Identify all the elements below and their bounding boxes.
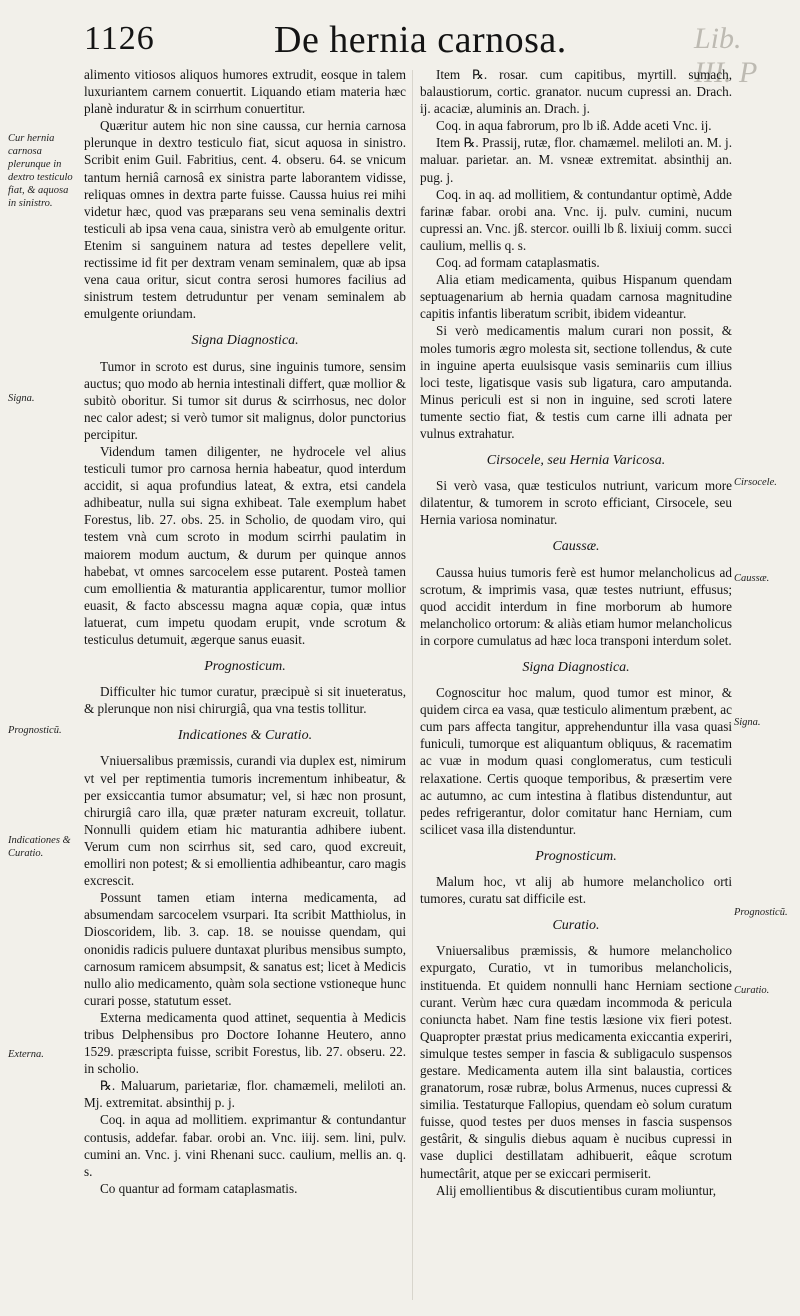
- margin-note-cirsocele: Cirsocele.: [734, 477, 777, 488]
- paragraph: Malum hoc, vt alij ab humore melancholico orti tumores, curatu sat difficile est.: [420, 874, 732, 907]
- section-heading-indicationes: Indicationes & Curatio.: [177, 728, 313, 744]
- recipe-paragraph: Item ℞. rosar. cum capitibus, myrtill. sumach, balaustiorum, cortic. granator. nucum cupressi an. Drach. ij. acaciæ, aluminis an. Drach. j.: [420, 67, 732, 117]
- paragraph: Coq. ad formam cataplasmatis.: [436, 255, 600, 271]
- margin-note-indicationes: Indicationes & Curatio.: [8, 835, 71, 859]
- margin-note-externa: Externa.: [8, 1049, 44, 1060]
- margin-note-signa: Signa.: [8, 393, 35, 404]
- bleed-through-text: Lib. III. P: [694, 22, 758, 89]
- paragraph: Externa medicamenta quod attinet, sequentia à Medicis tribus Delphensibus pro Doctore Iohanne Heutero, anno 1529. præscripta fuisse, scribit Forestus, lib. 27. obseru. 22. in scholio.: [84, 1009, 406, 1077]
- paragraph: Difficulter hic tumor curatur, præcipuè si sit inueteratus, & plerunque non nisi chirurgiâ, qua vna testis tollitur.: [84, 684, 406, 717]
- paragraph: Vniuersalibus præmissis, curandi via duplex est, nimirum vt vel per reptimentia tumoris incrementum inhibeatur, & per exsiccantia tumor absumatur; vel, si hæc non prosunt, chirurgiâ caro illa, quæ præter naturam excreuit, tollatur. Nonnulli quidem etiam hic maturantia adhibere iubent. Verum cum non scirrhus sit, sed caro, quod excreuit, emolliri non potest; & si emollientia adhibeantur, caro magis excrescit.: [84, 753, 406, 889]
- paragraph: Cognoscitur hoc malum, quod tumor est minor, & quidem circa ea vasa, quæ testiculo alimentum præbent, ac cum pars affecta tangitur, apprehenduntur illa vasa quasi funiculi, tumorque est aliquantum obliquus, & racematim ac vuæ in modum quasi conglomeratus, cum testiculi relaxatione. Certis quoque temporibus, & præsertim vere ac autumno, ac cum intestina à flatibus distenduntur, aut pedes refrigerantur, dolor comitatur hanc Herniam, cum scilicet vasa illa distenduntur.: [420, 685, 732, 837]
- margin-note-curatio: Curatio.: [734, 985, 770, 996]
- paragraph: Coq. in aqua fabrorum, pro lb iß. Adde aceti Vnc. ij.: [436, 118, 712, 134]
- page-header: [84, 18, 784, 89]
- margin-note-prognosticum-right: Prognosticũ.: [734, 907, 788, 918]
- running-title: De hernia carnosa.: [274, 19, 567, 61]
- paragraph: Caussa huius tumoris ferè est humor melancholicus ad scrotum, & imprimis vasa, quæ testes nutriunt, effusus; quod accidit interdum in fine morborum ab humore melancholico ortorum: & aliàs etiam humor melancholicus in corpore cumulatus ad hæc loca transponi interdum solet.: [420, 564, 732, 648]
- recipe-paragraph: ℞. Maluarum, parietariæ, flor. chamæmeli, meliloti an. Mj. extremitat. absinthij p. j.: [84, 1078, 406, 1111]
- recipe-paragraph: Item ℞. Prassij, rutæ, flor. chamæmel. meliloti an. M. j. maluar. parietar. an. M. vsneæ extremitat. absinthij an. pug. j.: [420, 135, 732, 185]
- right-column: [420, 66, 732, 1199]
- section-heading-prognosticum: Prognosticum.: [204, 659, 286, 675]
- paragraph: Quæritur autem hic non sine caussa, cur hernia carnosa plerunque in dextro testiculo fiat, sicut aquosa in sinistro. Scribit enim Guil. Fabritius, cent. 4. obseru. 64. se vnicum tantum herniâ carnosâ ex sinistra parte laborantem vidisse, reliquas omnes in dextra parte fuisse. Caussa huius rei mihi videtur hæc, quod vas præparans seu vena seminalis dextri testiculi ab ipsa vena caua, sinistra verò ab emulgente oritur. Etenim si sanguinem natura ad testes depellere velit, rectissime id fit per dextram venam seminalem, quæ ab ipsa vena caua oritur, sicut contra serosi humores facilius ad sinistrum testem detruduntur per venam seminalem ab emulgente oriundam.: [84, 118, 406, 322]
- paragraph: alimento vitiosos aliquos humores extrudit, eosque in talem luxuriantem carnem conuertit. Liquando etiam materia hæc planè induratur & in scirrhum conuertitur.: [84, 67, 406, 117]
- page-number: 1126: [84, 20, 155, 57]
- section-heading-caussae: Caussæ.: [552, 539, 600, 555]
- column-gutter: [412, 70, 413, 1300]
- paragraph: Co quantur ad formam cataplasmatis.: [100, 1180, 298, 1196]
- section-heading-signa: Signa Diagnostica.: [191, 333, 299, 349]
- section-heading-cirsocele: Cirsocele, seu Hernia Varicosa.: [486, 453, 666, 469]
- section-heading-curatio: Curatio.: [552, 918, 600, 934]
- section-heading-prognosticum-right: Prognosticum.: [535, 848, 617, 864]
- paragraph: Tumor in scroto est durus, sine inguinis tumore, sensim auctus; quo modo ab hernia intestinali differt, quæ mollior & subitò oboritur. Si tumor sit durus & scirrhosus, nec dolor nec calor adest; si verò tumor sit malignus, dolor punctorius percipitur.: [84, 358, 406, 442]
- paragraph: Videndum tamen diligenter, ne hydrocele vel alius testiculi tumor pro carnosa hernia habeatur, quod interdum accidit, si aqua profundius lateat, & extra, etsi candela adhibeatur, nulla sui signa exhibeat. Tale exemplum habet Forestus, lib. 27. obs. 25. in Scholio, de quodam viro, qui testem vnà cum scroto in modum scirrhi paulatim in maiorem modum auctum, & durum per quinque annos habebat, vt omnes sarcocelem esse putarent. Posteà tamen cum emollientia & maturantia applicarentur, tumor mollior euasit, & facto abscessu magna aquæ copia, quæ intus latuerat, cum impetu quodam erupit, vnde scrotum & testiculus detumuit, ægerque sanus euasit.: [84, 443, 406, 647]
- paragraph: Possunt tamen etiam interna medicamenta, ad absumendam sarcocelem vsurpari. Ita scribit Matthiolus, in Dioscoridem, lib. 3. cap. 18. se nouisse quendam, qui ononidis radicis puluere duntaxat pluribus mensibus sumpto, carnosum ramicem absumpsit, & sanatus est; licet à Medicis nullo alio medicamento, quàm sola sectione vstioneque hunc curari posse, statutum esset.: [84, 890, 406, 1008]
- margin-note-prognosticum: Prognosticũ.: [8, 725, 62, 736]
- paragraph: Coq. in aqua ad mollitiem. exprimantur & contundantur contusis, addefar. fabar. orobi an. Vnc. iiij. sem. lini, pulv. cumini an. Vnc. j. vini Rhenani succ. caulium, mellis an. q. s.: [84, 1112, 406, 1179]
- margin-note-caussae: Caussæ.: [734, 573, 770, 584]
- left-column: [84, 66, 406, 1197]
- paragraph: Alia etiam medicamenta, quibus Hispanum quendam septuagenarium ab hernia quadam carnosa magnitudine capitis infantis liberatum scribit, ibidem videantur.: [420, 272, 732, 322]
- paragraph: Si verò vasa, quæ testiculos nutriunt, varicum more dilatentur, & tumorem in scroto efficiant, Cirsocele, seu Hernia variosa nominatur.: [420, 478, 732, 528]
- margin-note-signa-right: Signa.: [734, 717, 761, 728]
- paragraph: Vniuersalibus præmissis, & humore melancholico expurgato, Curatio, vt in tumoribus melancholicis, instituenda. Et quidem nonnulli hanc Herniam sectione curant. Verùm hæc cura quædam incommoda & pericula coniuncta habet. Nam fine testis læsione vix fieri potest. Quapropter præstat prius medicamenta exiccantia experiri, simulque testes semper in fascia & subligaculo suspensos gestare. Medicamenta autem illa sint balaustia, cortices granatorum, rosæ rubræ, bolus Armenus, nuces cupressi & similia. Testaturque Fallopius, quendam eò solum curatum fuisse, quod testes per duos menses in fascia suspensos gestârit, & singulis diebus aquam è nucibus cupressi in vase duplici destillatam adhibuerit, eâque scrotum humectârit, atque per se exiccari permiserit.: [420, 943, 732, 1181]
- paragraph: Si verò medicamentis malum curari non possit, & moles tumoris ægro molesta sit, sectione tollendus, & cute in inguine aperta euulsisque vasis seminariis cum illius loci teste, ligatisque vasis sub ligatura, caro amputanda. Minus periculi est si non in inguine, sed scroti latere tumente sectio fiat, & testis cum carne illi adnata per vulnus extrahatur.: [420, 323, 732, 441]
- margin-note-cur-hernia: Cur hernia carnosa plerunque in dextro testiculo fiat, & aquosa in sinistro.: [8, 133, 73, 209]
- paragraph: Coq. in aq. ad mollitiem, & contundantur optimè, Adde farinæ fabar. orobi ana. Vnc. ij. pulv. cumini, nucum cupressi an. Vnc. jß. stercor. ouilli lb ß. lixiuij comm. succi caulium, mellis q. s.: [420, 186, 732, 253]
- paragraph: Alij emollientibus & discutientibus curam moliuntur,: [436, 1182, 717, 1198]
- section-heading-signa-right: Signa Diagnostica.: [522, 660, 630, 675]
